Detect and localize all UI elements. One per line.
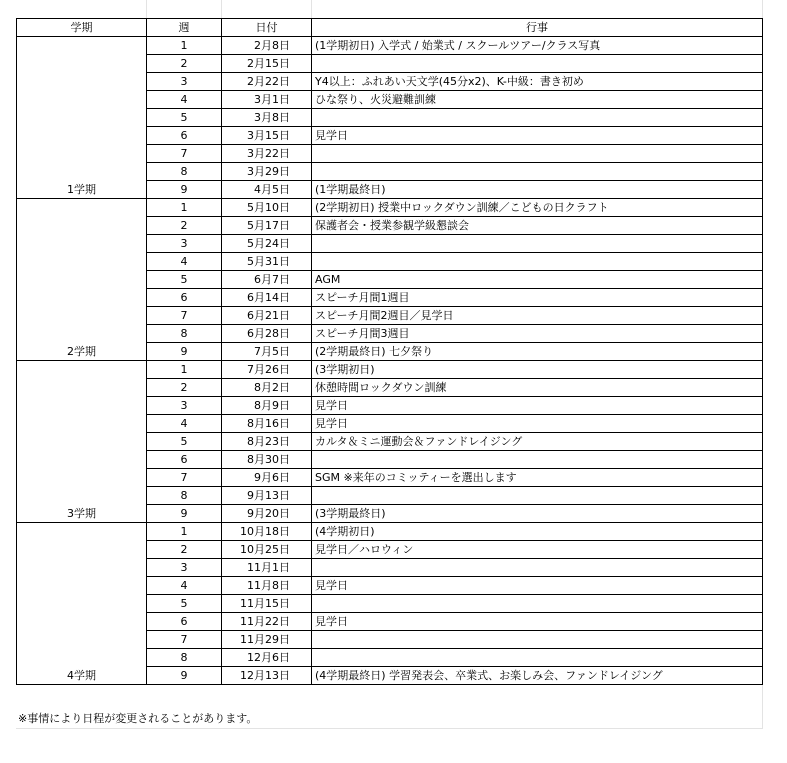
term-cell: 1学期	[17, 37, 147, 199]
event-cell: 休憩時間ロックダウン訓練	[312, 379, 763, 397]
event-cell: SGM ※来年のコミッティーを選出します	[312, 469, 763, 487]
date-cell: 8月30日	[222, 451, 312, 469]
date-cell: 11月15日	[222, 595, 312, 613]
date-cell: 6月21日	[222, 307, 312, 325]
date-cell: 8月23日	[222, 433, 312, 451]
event-cell: (1学期最終日)	[312, 181, 763, 199]
date-cell: 12月6日	[222, 649, 312, 667]
date-cell: 3月29日	[222, 163, 312, 181]
event-cell: スピーチ月間3週目	[312, 325, 763, 343]
table-row	[17, 523, 763, 541]
event-cell: (1学期初日) 入学式 / 始業式 / スクールツアー/クラス写真	[312, 37, 763, 55]
event-cell: Y4以上：ふれあい天文学(45分x2)、K-中級：書き初め	[312, 73, 763, 91]
header-week: 週	[147, 19, 222, 37]
header-term: 学期	[17, 19, 147, 37]
date-cell: 7月26日	[222, 361, 312, 379]
gridline	[16, 728, 763, 729]
date-cell: 3月8日	[222, 109, 312, 127]
event-cell	[312, 253, 763, 271]
event-cell: (2学期最終日) 七夕祭り	[312, 343, 763, 361]
date-cell: 10月18日	[222, 523, 312, 541]
week-cell: 5	[147, 271, 222, 289]
date-cell: 2月15日	[222, 55, 312, 73]
event-cell: 見学日	[312, 613, 763, 631]
event-cell: (3学期最終日)	[312, 505, 763, 523]
week-cell: 2	[147, 379, 222, 397]
term-cell: 4学期	[17, 523, 147, 685]
footnote: ※事情により日程が変更されることがあります。	[18, 712, 258, 725]
week-cell: 3	[147, 235, 222, 253]
date-cell: 11月22日	[222, 613, 312, 631]
week-cell: 7	[147, 307, 222, 325]
event-cell: 見学日	[312, 415, 763, 433]
header-row	[17, 19, 763, 37]
date-cell: 8月2日	[222, 379, 312, 397]
week-cell: 6	[147, 451, 222, 469]
week-cell: 6	[147, 289, 222, 307]
date-cell: 6月7日	[222, 271, 312, 289]
date-cell: 5月24日	[222, 235, 312, 253]
event-cell: 見学日	[312, 397, 763, 415]
gridline	[221, 0, 222, 18]
date-cell: 5月31日	[222, 253, 312, 271]
date-cell: 3月1日	[222, 91, 312, 109]
week-cell: 8	[147, 325, 222, 343]
date-cell: 7月5日	[222, 343, 312, 361]
event-cell: (2学期初日) 授業中ロックダウン訓練／こどもの日クラフト	[312, 199, 763, 217]
week-cell: 5	[147, 433, 222, 451]
date-cell: 11月29日	[222, 631, 312, 649]
event-cell	[312, 559, 763, 577]
table-row	[17, 199, 763, 217]
week-cell: 2	[147, 217, 222, 235]
event-cell	[312, 487, 763, 505]
week-cell: 4	[147, 577, 222, 595]
week-cell: 4	[147, 253, 222, 271]
event-cell	[312, 235, 763, 253]
date-cell: 2月22日	[222, 73, 312, 91]
header-event: 行事	[312, 19, 763, 37]
event-cell: 見学日／ハロウィン	[312, 541, 763, 559]
event-cell: スピーチ月間1週目	[312, 289, 763, 307]
week-cell: 3	[147, 73, 222, 91]
term-cell: 2学期	[17, 199, 147, 361]
week-cell: 7	[147, 469, 222, 487]
week-cell: 2	[147, 55, 222, 73]
event-cell	[312, 631, 763, 649]
week-cell: 8	[147, 487, 222, 505]
week-cell: 8	[147, 163, 222, 181]
date-cell: 11月8日	[222, 577, 312, 595]
week-cell: 5	[147, 595, 222, 613]
header-date: 日付	[222, 19, 312, 37]
date-cell: 8月16日	[222, 415, 312, 433]
week-cell: 7	[147, 145, 222, 163]
date-cell: 2月8日	[222, 37, 312, 55]
date-cell: 9月13日	[222, 487, 312, 505]
week-cell: 9	[147, 181, 222, 199]
event-cell: (4学期初日)	[312, 523, 763, 541]
event-cell: AGM	[312, 271, 763, 289]
week-cell: 5	[147, 109, 222, 127]
date-cell: 6月28日	[222, 325, 312, 343]
event-cell	[312, 55, 763, 73]
event-cell	[312, 649, 763, 667]
event-cell	[312, 595, 763, 613]
event-cell: 保護者会・授業参観学級懇談会	[312, 217, 763, 235]
week-cell: 8	[147, 649, 222, 667]
event-cell: スピーチ月間2週目／見学日	[312, 307, 763, 325]
event-cell: ひな祭り、火災避難訓練	[312, 91, 763, 109]
week-cell: 2	[147, 541, 222, 559]
event-cell: 見学日	[312, 127, 763, 145]
date-cell: 11月1日	[222, 559, 312, 577]
date-cell: 9月6日	[222, 469, 312, 487]
week-cell: 4	[147, 91, 222, 109]
week-cell: 6	[147, 613, 222, 631]
event-cell	[312, 145, 763, 163]
week-cell: 6	[147, 127, 222, 145]
gridline	[311, 0, 312, 18]
week-cell: 3	[147, 559, 222, 577]
date-cell: 5月10日	[222, 199, 312, 217]
date-cell: 3月22日	[222, 145, 312, 163]
date-cell: 5月17日	[222, 217, 312, 235]
week-cell: 4	[147, 415, 222, 433]
date-cell: 6月14日	[222, 289, 312, 307]
week-cell: 3	[147, 397, 222, 415]
date-cell: 10月25日	[222, 541, 312, 559]
date-cell: 3月15日	[222, 127, 312, 145]
schedule-table	[16, 18, 763, 685]
week-cell: 9	[147, 667, 222, 685]
table-row	[17, 361, 763, 379]
table-row	[17, 37, 763, 55]
term-cell: 3学期	[17, 361, 147, 523]
week-cell: 9	[147, 505, 222, 523]
event-cell: 見学日	[312, 577, 763, 595]
event-cell: (4学期最終日) 学習発表会、卒業式、お楽しみ会、ファンドレイジング	[312, 667, 763, 685]
event-cell: カルタ＆ミニ運動会＆ファンドレイジング	[312, 433, 763, 451]
event-cell	[312, 451, 763, 469]
event-cell	[312, 109, 763, 127]
gridline	[146, 0, 147, 18]
event-cell: (3学期初日)	[312, 361, 763, 379]
week-cell: 7	[147, 631, 222, 649]
week-cell: 1	[147, 361, 222, 379]
week-cell: 1	[147, 37, 222, 55]
event-cell	[312, 163, 763, 181]
date-cell: 12月13日	[222, 667, 312, 685]
week-cell: 9	[147, 343, 222, 361]
date-cell: 4月5日	[222, 181, 312, 199]
week-cell: 1	[147, 199, 222, 217]
date-cell: 9月20日	[222, 505, 312, 523]
date-cell: 8月9日	[222, 397, 312, 415]
week-cell: 1	[147, 523, 222, 541]
